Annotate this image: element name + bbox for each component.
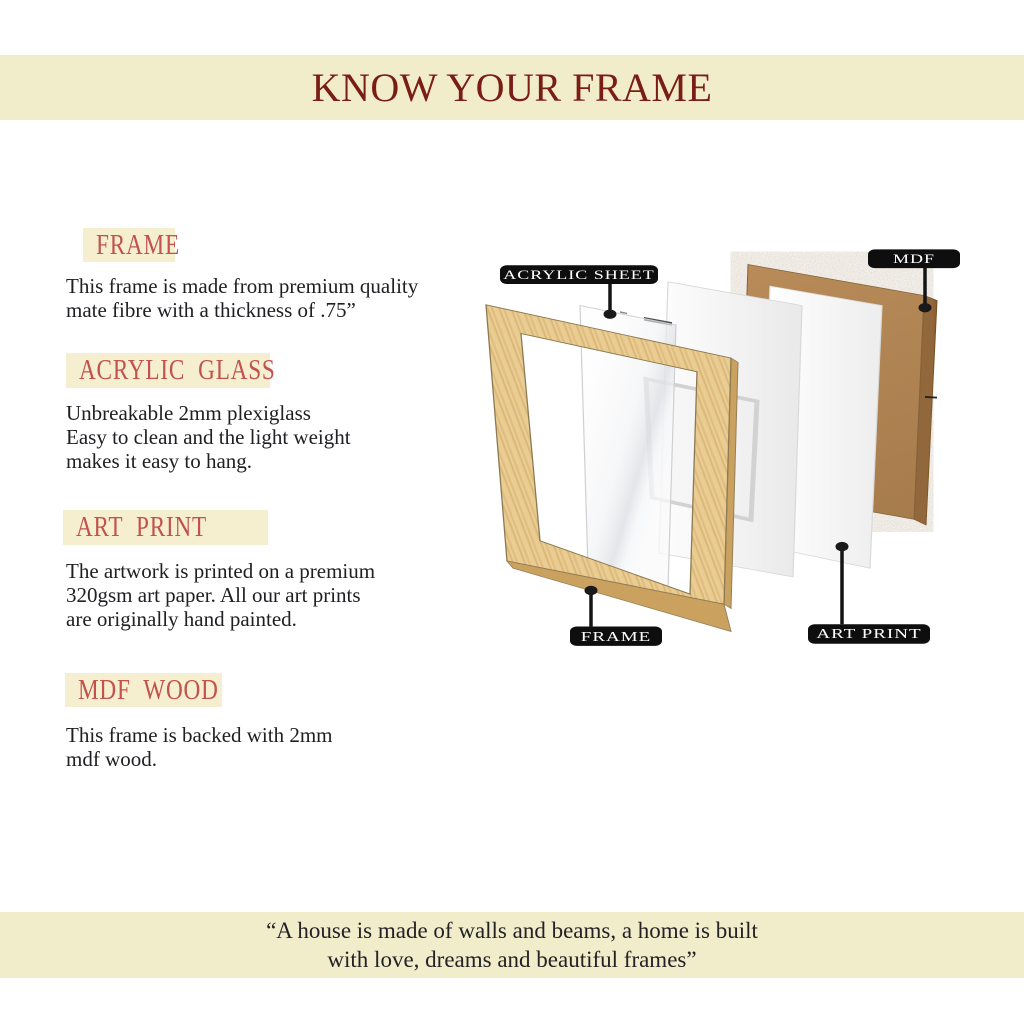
section-heading-mdf-wood xyxy=(65,673,222,707)
section-heading-frame xyxy=(83,228,180,262)
frame-badge-label: FRAME xyxy=(580,628,652,645)
art-print-dot xyxy=(836,542,849,551)
section-heading-acrylic-glass-label: ACRYLIC GLASS xyxy=(79,354,276,386)
top-banner xyxy=(0,55,1024,120)
section-heading-frame-label: FRAME xyxy=(96,228,180,261)
quote-line-1: “A house is made of walls and beams, a home is built xyxy=(266,918,758,943)
section-heading-art-print xyxy=(63,510,268,545)
art-print-badge-label: ART PRINT xyxy=(816,625,922,642)
section-body-art-print: The artwork is printed on a premium 320gsm art paper. All our art prints are originally hand painted. xyxy=(66,559,376,631)
footer-quote-banner xyxy=(0,912,1024,978)
quote-line-2: with love, dreams and beautiful frames” xyxy=(327,947,697,972)
section-heading-art-print-label: ART PRINT xyxy=(76,511,208,543)
section-body-acrylic-glass: Unbreakable 2mm plexiglass Easy to clean and the light weight makes it easy to hang. xyxy=(66,401,351,473)
acrylic-sheet-dot xyxy=(604,310,617,319)
mdf-badge-label: MDF xyxy=(892,252,936,267)
acrylic-sheet-badge-label: ACRYLIC SHEET xyxy=(503,268,655,283)
section-heading-acrylic-glass xyxy=(66,353,276,388)
exploded-frame-diagram xyxy=(440,230,1000,820)
mdf-dot xyxy=(919,303,932,312)
page-title: KNOW YOUR FRAME xyxy=(311,65,713,110)
section-heading-mdf-wood-label: MDF WOOD xyxy=(78,673,219,706)
frame-dot xyxy=(585,586,598,595)
mdf-hanger-notch xyxy=(925,397,937,398)
section-body-mdf-wood: This frame is backed with 2mm mdf wood. xyxy=(66,723,333,771)
section-body-frame: This frame is made from premium quality mate fibre with a thickness of .75” xyxy=(66,274,419,322)
